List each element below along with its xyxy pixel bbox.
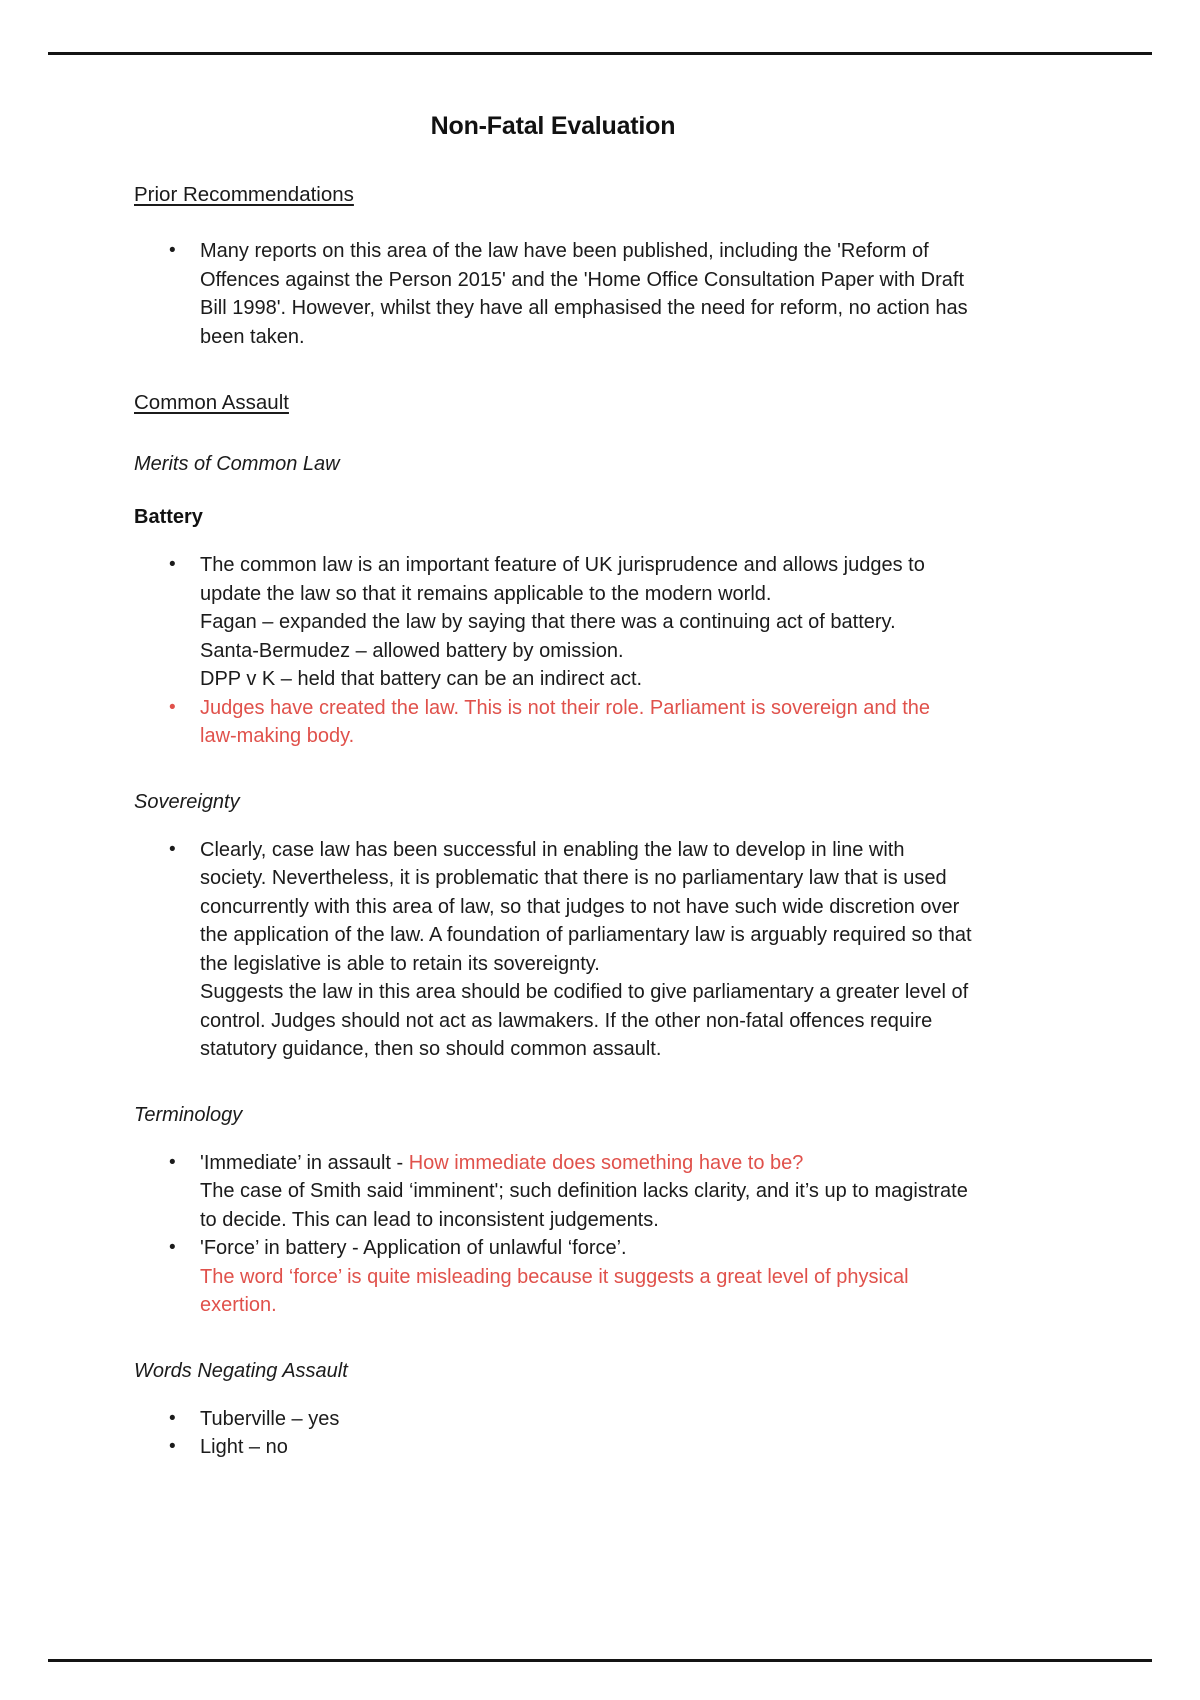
list-prior-recommendations	[134, 237, 972, 351]
bullet-follow-red: The word ‘force’ is quite misleading because it suggests a great level of physical exertion.	[200, 1265, 909, 1316]
bullet-line: • The common law is an important feature of UK jurisprudence and allows judges to update the law so that it remains applicable to the modern world.	[200, 554, 925, 605]
list-item	[200, 1149, 972, 1235]
spacer	[134, 1127, 972, 1149]
footer-rule	[48, 1659, 1152, 1662]
spacer	[134, 751, 972, 791]
list-item	[200, 237, 972, 351]
subheading-words-negating-assault: Words Negating Assault	[134, 1359, 348, 1382]
bullet-line: Suggests the law in this area should be codified to give parliamentary a greater level of control. Judges should not act as lawmakers. If the other non-fatal offences require statutory guidance, then so should common assault.	[200, 981, 969, 1060]
subheading-battery: Battery	[134, 506, 203, 528]
spacer	[134, 215, 972, 237]
bullet-text: • Many reports on this area of the law have been published, including the 'Reform of Offences against the Person 2015' and the 'Home Office Consultation Paper with Draft Bill 1998'. However, whilst they have all emphasised the need for reform, no action has been taken.	[200, 240, 968, 348]
list-words-negating-assault	[134, 1405, 972, 1462]
list-item	[200, 1433, 972, 1462]
spacer	[134, 529, 972, 551]
heading-common-assault: Common Assault	[134, 391, 289, 414]
spacer	[134, 1064, 972, 1104]
bullet-line	[200, 1149, 972, 1178]
spacer	[134, 351, 972, 391]
page-title: Non-Fatal Evaluation	[430, 112, 676, 140]
bullet-line: Santa-Bermudez – allowed battery by omission.	[200, 639, 624, 662]
spacer	[134, 476, 972, 506]
subheading-terminology: Terminology	[134, 1103, 243, 1126]
bullet-lead-red: How immediate does something have to be?	[408, 1151, 804, 1174]
list-item	[200, 1405, 972, 1434]
bullet-follow-black: The case of Smith said ‘imminent'; such definition lacks clarity, and it’s up to magistrate to decide. This can lead to inconsistent judgements.	[200, 1180, 968, 1231]
list-battery	[134, 551, 972, 751]
bullet-text: • Tuberville – yes	[200, 1407, 340, 1430]
spacer	[134, 423, 972, 453]
heading-prior-recommendations: Prior Recommendations	[134, 183, 354, 206]
list-sovereignty	[134, 836, 972, 1064]
bullet-lead-black: 'Immediate’ in assault -	[200, 1151, 409, 1174]
bullet-line: • Clearly, case law has been successful in enabling the law to develop in line with society. Nevertheless, it is problematic that there is no parliamentary law that is used concurrently with this area of law, so that judges to not have such wide discretion over the application of the law. A foundation of parliamentary law is arguably required so that the legislative is able to retain its sovereignty.	[200, 838, 972, 975]
spacer	[134, 1383, 972, 1405]
subheading-merits-of-common-law: Merits of Common Law	[134, 453, 340, 475]
list-item	[200, 1234, 972, 1320]
header-rule	[48, 52, 1152, 55]
spacer	[134, 814, 972, 836]
bullet-line: DPP v K – held that battery can be an indirect act.	[200, 668, 643, 690]
bullet-line: Fagan – expanded the law by saying that there was a continuing act of battery.	[200, 611, 896, 633]
list-terminology	[134, 1149, 972, 1320]
bullet-lead-black: • 'Force’ in battery - Application of unlawful ‘force’.	[200, 1237, 627, 1259]
list-item	[200, 694, 972, 751]
bullet-line: • Judges have created the law. This is not their role. Parliament is sovereign and the law-making body.	[200, 696, 931, 747]
list-item	[200, 551, 972, 694]
spacer	[134, 1320, 972, 1360]
subheading-sovereignty: Sovereignty	[134, 790, 240, 813]
bullet-text: • Light – no	[200, 1436, 288, 1458]
document-body	[134, 112, 972, 1462]
list-item	[200, 836, 972, 1064]
